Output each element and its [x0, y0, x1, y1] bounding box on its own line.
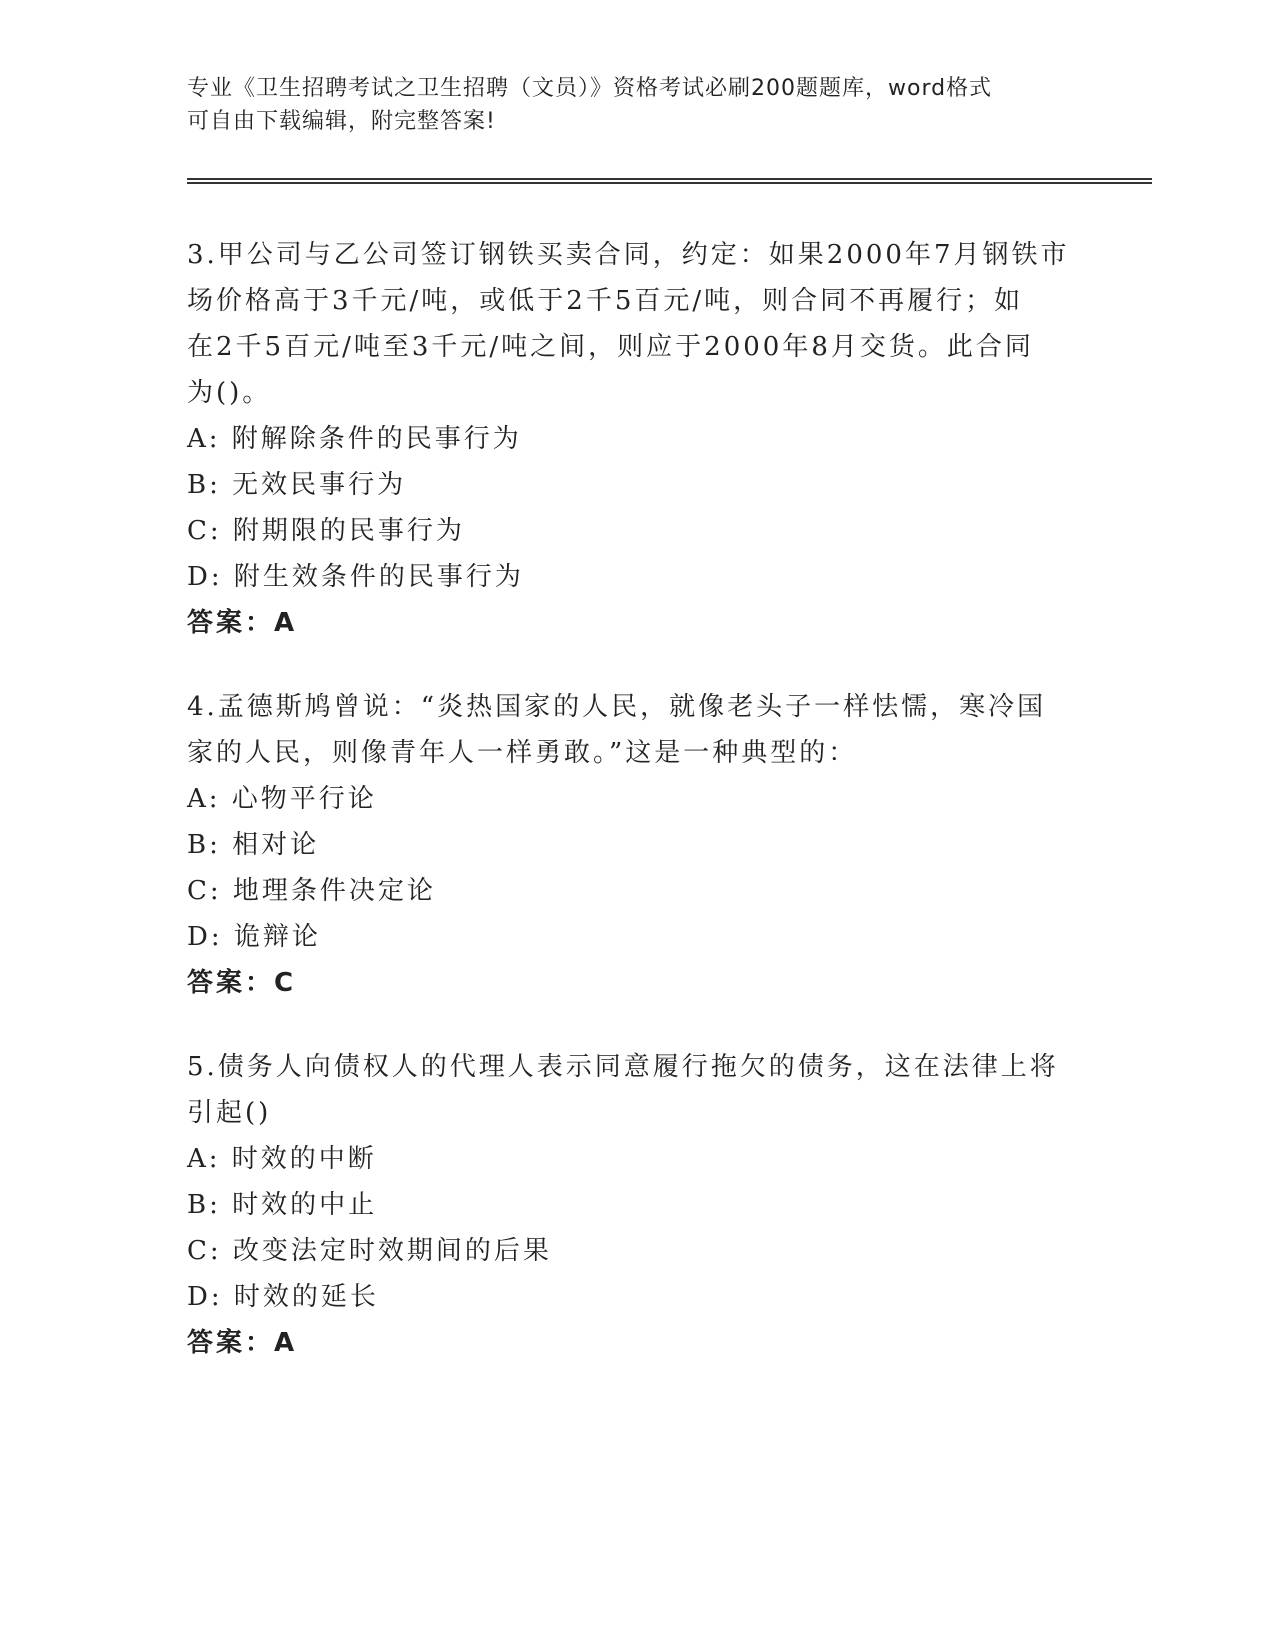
question-text	[187, 1044, 1087, 1136]
question-3	[187, 232, 1087, 646]
option-a: A: 时效的中断	[187, 1144, 377, 1174]
question-line: 在2千5百元/吨至3千元/吨之间，则应于2000年8月交货。此合同	[187, 332, 1034, 362]
header-divider-top	[187, 178, 1152, 180]
option-b: B: 无效民事行为	[187, 470, 407, 500]
option-d: D: 时效的延长	[187, 1282, 379, 1312]
question-text	[187, 684, 1087, 776]
question-text	[187, 232, 1087, 416]
question-line: 5.债务人向债权人的代理人表示同意履行拖欠的债务，这在法律上将	[187, 1052, 1059, 1082]
answer-label: 答案：C	[187, 968, 297, 998]
question-list	[187, 232, 1087, 1404]
question-line: 引起()	[187, 1098, 272, 1128]
option-a: A: 心物平行论	[187, 784, 377, 814]
option-c: C: 附期限的民事行为	[187, 516, 465, 546]
option-c: C: 改变法定时效期间的后果	[187, 1236, 552, 1266]
question-line: 4.孟德斯鸠曾说：“炎热国家的人民，就像老头子一样怯懦，寒冷国	[187, 692, 1047, 722]
option-d: D: 附生效条件的民事行为	[187, 562, 524, 592]
option-d: D: 诡辩论	[187, 922, 321, 952]
question-line: 场价格高于3千元/吨，或低于2千5百元/吨，则合同不再履行；如	[187, 286, 1024, 316]
option-b: B: 相对论	[187, 830, 320, 860]
question-4	[187, 684, 1087, 1006]
question-line: 家的人民，则像青年人一样勇敢。”这是一种典型的：	[187, 738, 858, 768]
question-line: 为()。	[187, 378, 272, 408]
header-line-1: 专业《卫生招聘考试之卫生招聘（文员）》资格考试必刷200题题库，word格式	[187, 76, 993, 101]
option-a: A: 附解除条件的民事行为	[187, 424, 522, 454]
question-5	[187, 1044, 1087, 1366]
header-divider-bottom	[187, 182, 1152, 184]
question-line: 3.甲公司与乙公司签订钢铁买卖合同，约定：如果2000年7月钢铁市	[187, 240, 1070, 270]
answer-label: 答案：A	[187, 608, 298, 638]
header-line-2: 可自由下载编辑，附完整答案!	[187, 109, 496, 134]
option-c: C: 地理条件决定论	[187, 876, 436, 906]
document-header	[187, 72, 1067, 138]
option-b: B: 时效的中止	[187, 1190, 378, 1220]
answer-label: 答案：A	[187, 1328, 298, 1358]
